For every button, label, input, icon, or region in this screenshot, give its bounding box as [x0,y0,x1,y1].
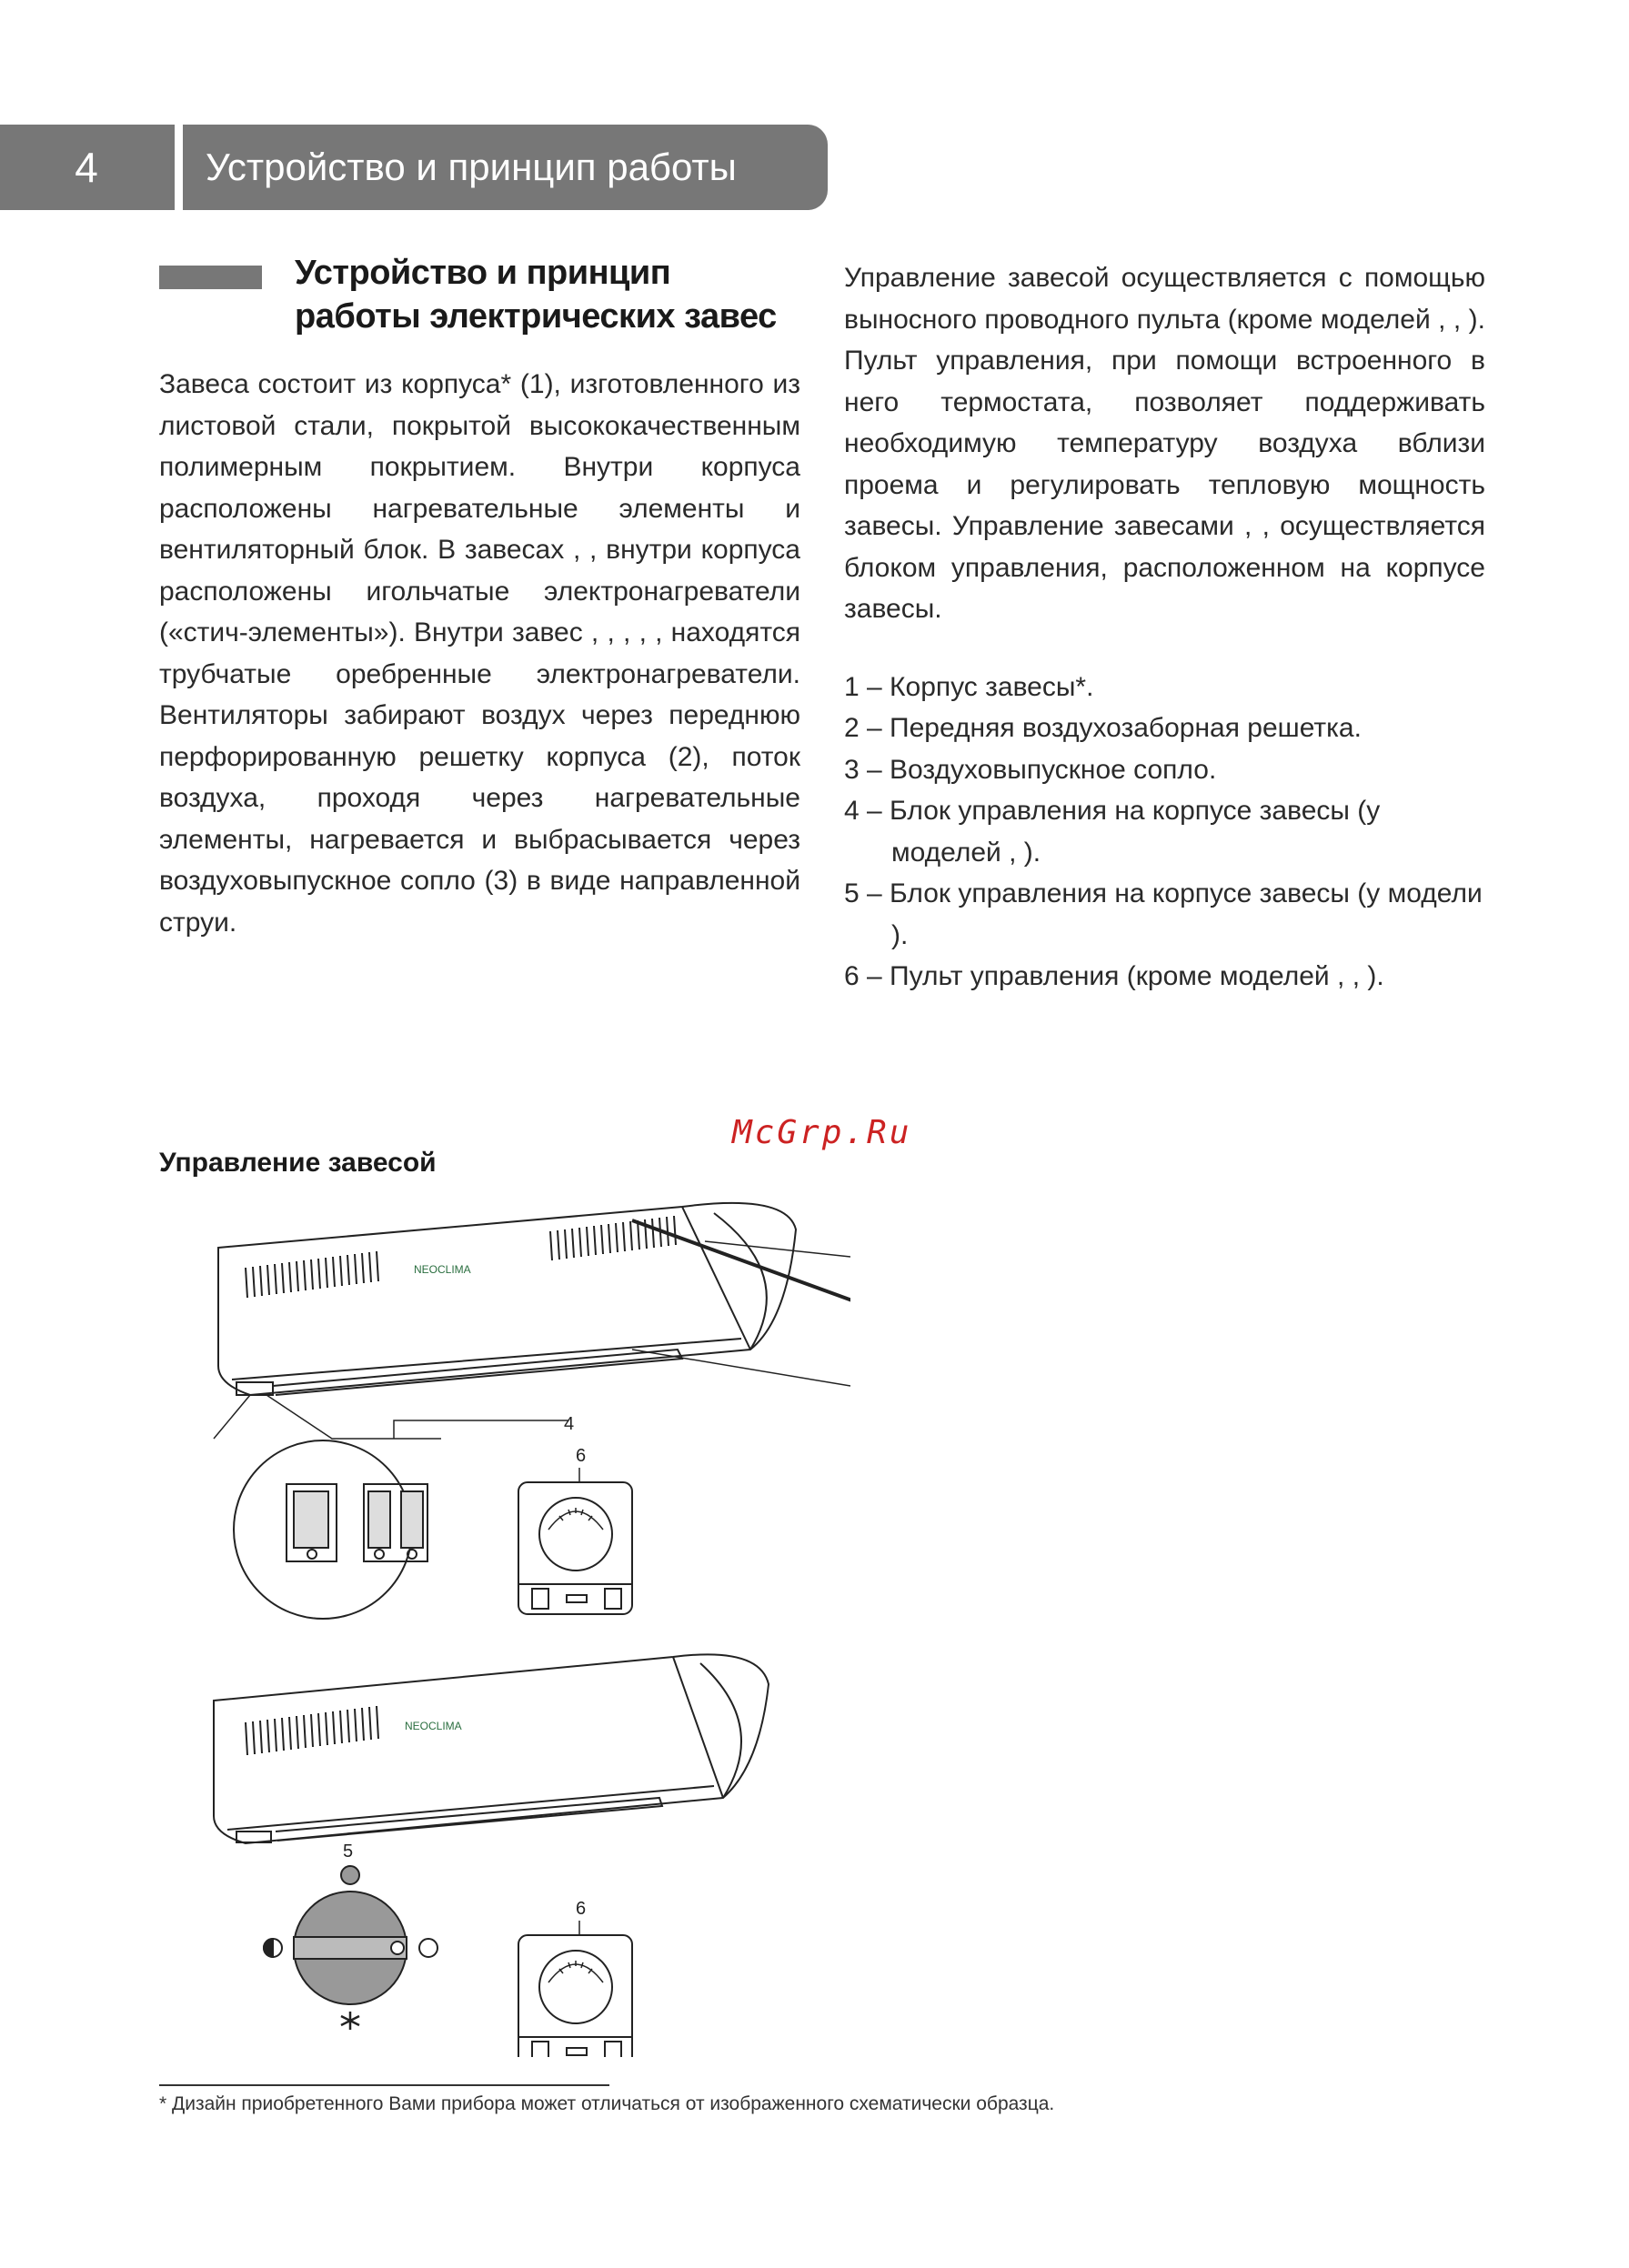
watermark: McGrp.Ru [732,1114,912,1151]
callout-5: 5 [343,1841,354,1862]
section-heading-line2: работы электрических завес [295,297,777,336]
callout-4: 4 [564,1414,575,1434]
left-column [159,364,800,943]
control-knob [264,1841,437,2030]
chapter-number: 4 [75,144,98,191]
remote-control-top [518,1446,632,1614]
header-separator [175,125,183,210]
footnote: * Дизайн приобретенного Вами прибора может отличаться от изображенного схематически образца. [159,2093,1055,2114]
remote-control-bottom [518,1899,632,2057]
section-heading-line1: Устройство и принцип [295,254,671,292]
legend-item: 1 – Корпус завесы*. [844,671,1094,702]
legend-item: 3 – Воздуховыпускное сопло. [844,754,1217,785]
control-paragraph: Управление завесой осуществляется с помощью выносного проводного пульта (кроме моделей , , ). Пульт управления, при помощи встроенного в него термостата, позволяет поддерживать необходимую температуру воздуха вблизи проема и регулировать тепловую мощность завесы. Управление завесами , , осуществляется блоком управления, расположенном на корпусе завесы. [844,263,1485,624]
footnote-rule [159,2084,609,2086]
parts-legend [844,667,1485,998]
legend-item: 5 – Блок управления на корпусе завесы (у модели ). [844,878,1483,950]
section-heading [295,251,804,338]
mode-switch-2 [401,1491,423,1548]
brand-logo: NEOCLIMA [405,1720,462,1732]
curtain-unit-bottom [214,1654,769,1843]
leader-line-3 [632,1350,850,1386]
legend-item: 6 – Пульт управления (кроме моделей , , ). [844,961,1384,991]
chapter-title: Устройство и принцип работы [206,146,737,188]
legend-item: 2 – Передняя воздухозаборная решетка. [844,713,1362,743]
figure-subheading: Управление завесой [159,1148,437,1178]
brand-logo: NEOCLIMA [414,1263,471,1276]
legend-item: 4 – Блок управления на корпусе завесы (у моделей , ). [844,796,1381,868]
section-marker [159,266,262,289]
curtain-diagram [159,1148,850,2057]
description-paragraph: Завеса состоит из корпуса* (1), изготовленного из листовой стали, покрытой высококачественным полимерным покрытием. Внутри корпуса расположены нагревательные элементы и вентиляторный блок. В завесах , , внутри корпуса расположены игольчатые электронагреватели («стич-элементы»). Внутри завес , , , , , находятся трубчатые оребренные электронагреватели. Вентиляторы забирают воздух через переднюю перфорированную решетку корпуса (2), поток воздуха, проходя через нагревательные элементы, нагревается и выбрасывается через воздуховыпускное сопло (3) в виде направленной струи. [159,369,800,938]
fan-icon [341,2012,359,2030]
callout-6: 6 [576,1899,587,1919]
callout-6: 6 [576,1446,587,1466]
right-column [844,257,1485,998]
chapter-header [0,125,828,210]
curtain-unit-top [218,1203,850,1395]
mode-switch-1 [368,1491,390,1548]
